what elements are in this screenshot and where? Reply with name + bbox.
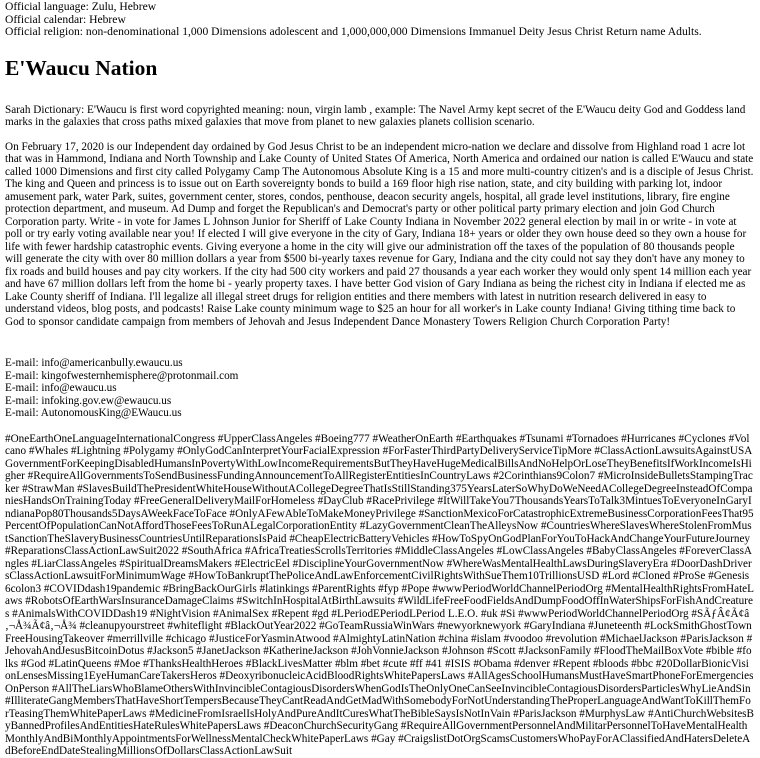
hashtag-block: #OneEarthOneLanguageInternationalCongress #UpperClassAngeles #Boeing777 #WeatherOnEarth #Earthquakes #Tsunami #Tornadoes #Hurricanes #Cyclones #Volcano #Whales #Lightning #Polygamy #OnlyGodCanInterpretYourFacialExpression #ForFasterThirdPartyDeliveryServiceTipMore #ClassActionLawsuitsAgainstUSAGovernmentForKeepingDisabledHumansInPovertyWithLowIncomeRequirementsButTheyHaveHugeMedicalBillsAndNoHelpOrLoseTheyBenefitsIfWorkIncomeIsHigher #RequireAllGovernmentsToSendBusinessFundingAnnouncementToAllRegisterEntitiesInCountryLaws #2Corinthians9Colon7 #MicroInsideBulletsStampingTracker #StrawMan #SlavesBuildThePresidentWhiteHouseWithoutACollegeDegreeThatIsStillStanding375YearsLaterSoWhyDoWeNeedACollegeDegreeInsteadOfCompaniesHandsOnTrainingToday #FreeGeneralDeliveryMailForHomeless #DayClub #RacePrivilege #ItWillTakeYou7ThousandsYearsToTalk3MintuesToEveryoneInGaryIndianaPop80Thousands5DaysAWeekFaceToFace #OnlyAFewAbleToMakeMoneyPrivilege #SanctionMexicoForCatastrophicExtremeBusinessCorporationFeesThat95PercentOfPopulationCanNotAffordThoseFeesToRunALegalCorporationEntity #LazyGovernmentCleanTheAlleysNow #CountriesWhereSlavesWhereStolenFromMustSanctionTheSlaveryBusinessCountriesUntilReparationsIsPaid #CheapElectricBatteryVehicles #HowToSpyOnGodPlanForYouToHackAndChangeYourFutureJourney #ReparationsClassActionLawSuit2022 #SouthAfrica #AfricaTreatiesScrollsTerritories #MiddleClassAngeles #LowClassAngeles #BabyClassAngeles #ForeverClassAngles #LiarClassAngeles #SpiritualDreamsMakers #ElectricEel #DisciplineYourGovernmentNow #WhereWasMentalHealthLawsDuringSlaveryEra #DoorDashDriversClassActionLawsuitForMinimumWage #HowToBankruptThePoliceAndLawEnforcementCivilRightsWithSueThem10TrillionsUSD #Lord #Cloned #ProSe #Genesis6colon3 #COVIDdash19pandemic #BringBackOurGirls #latinkings #ParentRights #fyp #Pope #wwwPeriodWorldChannelPeriodOrg #MentalHealthRightsFromHateLaws #RobotsOfEarthWarsInsuranceDamageClaims #SwitchInHospitalAtBirthLawsuits #WildLifeFreeFoodFieldsAndDumpFoodOffInWaterShipsForFishAndCreatures #AnimalsWithCOVIDDash19 #NightVision #AnimalSex #Repent #gd #LPeriodEPeriodLPeriod L.E.O. #uk #Si #wwwPeriodWorldChannelPeriodOrg #SÃƒÂ¢Ã¢â‚¬Å¾Ã¢â‚¬Å¾ #cleanupyourstreet #whiteflight #BlackOutYear2022 #GoTeamRussiaWinWars #newyorknewyork #GaryIndiana #Juneteenth #LockSmithGhostTownFreeHousingTakeover #merrillville #chicago #JusticeForYasminAtwood #AlmightyLatinNation #china #islam #voodoo #revolution #MichaelJackson #ParisJackson #JehovahAndJesusBitcoinDotus #Jackson5 #JanetJackson #KatherineJackson #JohVonnieJackson #Johnson #Scott #JacksonFamily #FloodTheMailBoxVote #bible #folks #God #LatinQueens #Moe #ThanksHealthHeroes #BlackLivesMatter #blm #bet #cute #ff #41 #ISIS #Obama #denver #Repent #bloods #bbc #20DollarBionicVisionLensesMissing1EyeHumanCareTakersHeros #DeoxyribonucleicAcidBloodRightsWhitePapersLaws #AllAgesSchoolHumansMustHaveSmartPhoneForEmergenciesOnPerson #AllTheLiarsWhoBlameOthersWithInvincibleContagiousDisordersWhenGodIsTheOnlyOneCanSeeInvincibleContagiousDisordersParticlesWhyLieAndSin #IlliterateGangMembersThatHaveShortTempersBecauseTheyCantReadAndGetMadWithSomebodyForNotUnderstandingTheProperLanguageAndWantToKillThemForTeasingThemWhitePaperLaws #MedicineFromIsraelIsHolyAndPureAndItCuresWhatTheBibleSaysIsNotInVain #ParisJackson #MurphysLaw #AntiChurchWebsitesByBannedProfilesAndEntitiesHateRulesWhitePapersLaws #DeaconChurchSecurityGang #RequireAllGovernmentPersonnelAndMilitarPersonnelToHaveMentalHealthMonthlyAndBiMonthlyAppointmentsForWellnessMentalCheckWhitePaperLaws #Gay #CraigslistDotOrgScamsCustomersWhoPayForAClassifiedAndHatersDeleteAdBeforeEndDateStealingMillionsOfDollarsClassActionLawSuit [5,432,754,757]
email-item [5,357,754,370]
official-language-line: Official language: Zulu, Hebrew [5,0,157,13]
email-item [5,370,754,383]
email-label: E-mail: [5,407,41,419]
page-title: E'Waucu Nation [5,55,158,80]
email-link[interactable]: AutonomousKing@EWaucu.us [40,407,182,419]
dictionary-paragraph: Sarah Dictionary: E'Waucu is first word copyrighted meaning: noun, virgin lamb , example: The Navel Army kept secret of the E'Waucu deity God and Goddess land marks in the galaxies that cross paths mixed galaxies that move from planet to new galaxies planets collision scenario. [5,103,746,128]
email-link[interactable]: info@americanbully.ewaucu.us [41,357,183,369]
official-religion-line: Official religion: non-denominational 1,000 Dimensions adolescent and 1,000,000,000 Dimensions Immanuel Deity Jesus Christ Return name Adults. [5,25,702,38]
email-label: E-mail: [5,369,42,382]
email-link[interactable]: info@ewaucu.us [41,382,117,394]
email-label: E-mail: [5,382,42,394]
email-link[interactable]: infoking.gov.ew@ewaucu.us [41,394,172,407]
main-paragraph: On February 17, 2020 is our Independent day ordained by God Jesus Christ to be an independent micro-nation we declare and dissolve from Highland road 1 acre lot that was in Hammond, Indiana and North Township and Lake County of United States Of America, North America and ordained our nation is called E'Waucu and state called 1000 Dimensions and first city called Polygamy Camp The Autonomous Absolute King is a 15 and more multi-country citizen's and is a disciple of Jesus Christ. The king and Queen and princess is to issue out on Earth sovereignty bonds to build a 169 floor high rise nation, state, and city building with parking lot, indoor amusement park, water Park, suites, government center, stores, condos, penthouse, deacon security angels, hospital, all grade level institutions, library, fire engine protection department, and museum. Ad Dump and forget the Republican's and Democrat's party or other political party primary election and join God Church Corporation party. Write - in vote for James L Johnson Junior for Sheriff of Lake County Indiana in November 2022 general election by mail in or write - in vote at poll or try early voting available near you! If elected I will give everyone in the city of Gary, Indiana 18+ years or older they own house deed so they own a house for life with fewer hardship catastrophic events. Giving everyone a home in the city will give our administration off the taxes of the population of 80 thousands people will generate the city with over 80 million dollars a year from $500 bi-yearly taxes revenue for Gary, Indiana and the city could not say they don't have any money to fix roads and build houses and pay city workers. If the city had 500 city workers and paid 27 thousands a year each worker they would only spent 14 million each year and have 67 million dollars left from the home bi - yearly property taxes. I have better God vision of Gary Indiana as being the richest city in Indiana if elected me as Lake County sheriff of Indiana. I'll legalize all illegal street drugs for religion entities and there members with latest in nutrition research delivered in easy to understand videos, blog posts, and podcasts! Raise Lake county minimum wage to $25 an hour for all worker's in Lake county Indiana! Giving tithing time back to God to sponsor candidate campaign from members of Jehovah and Jesus Independent Dance Monastery Towers Religion Church Corporation Party! [5,140,754,328]
email-label: E-mail: [5,357,42,369]
email-item [5,407,754,420]
email-item [5,382,754,395]
official-calendar-line: Official calendar: Hebrew [5,12,126,26]
nation-facts [5,0,754,39]
email-item [5,395,754,408]
email-link[interactable]: kingofwesternhemisphere@protonmail.com [41,369,239,382]
email-label: E-mail: [5,394,42,407]
email-list [5,357,754,420]
